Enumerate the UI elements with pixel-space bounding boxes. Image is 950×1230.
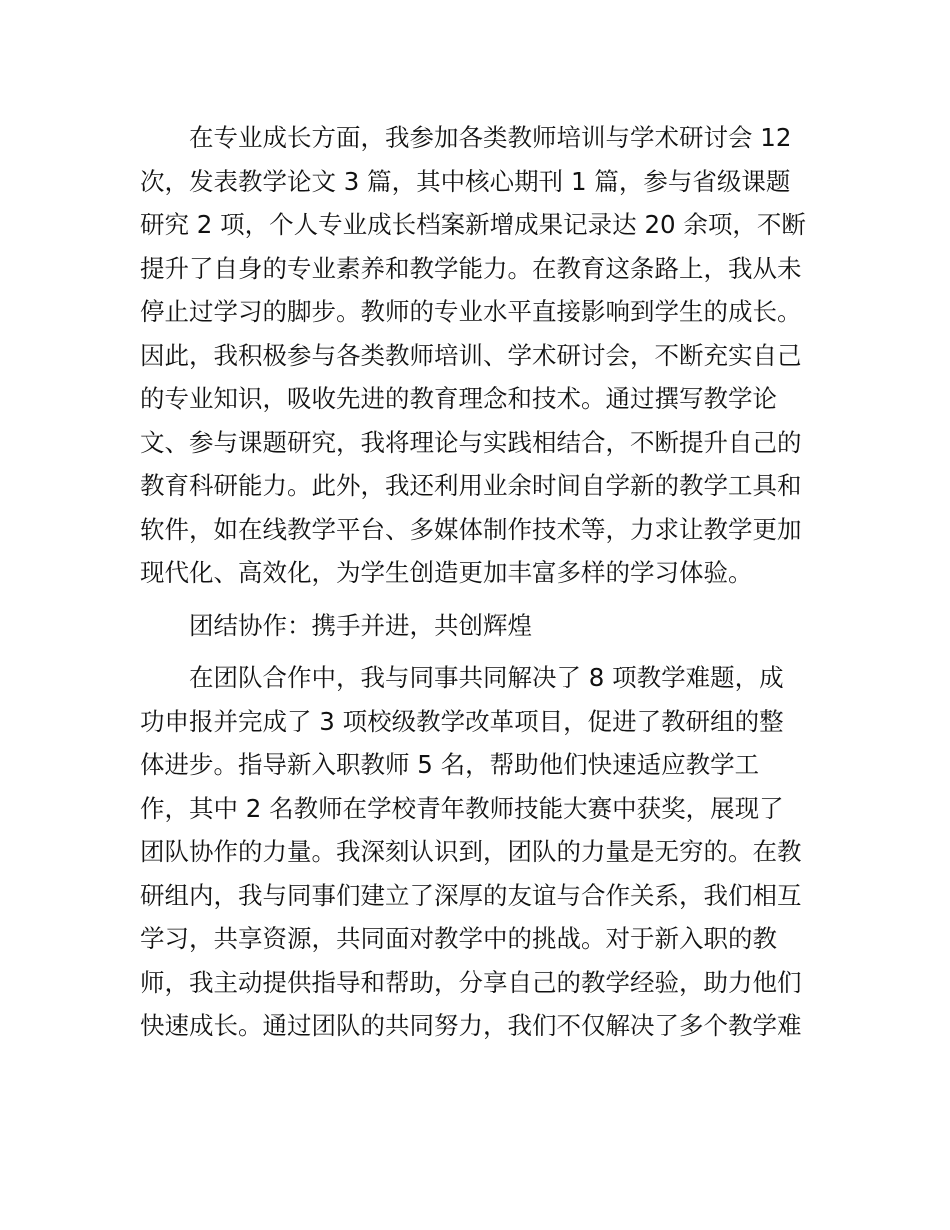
heading-text: 团结协作：携手并进，共创辉煌 (189, 610, 532, 640)
text-line: 师，我主动提供指导和帮助，分享自己的教学经验，助力他们 (140, 967, 802, 997)
text-line: 体进步。指导新入职教师 5 名，帮助他们快速适应教学工 (140, 750, 760, 779)
text-line: 教育科研能力。此外，我还利用业余时间自学新的教学工具和 (140, 471, 802, 500)
text-line: 现代化、高效化，为学生创造更加丰富多样的学习体验。 (140, 558, 753, 587)
text-line: 停止过学习的脚步。教师的专业水平直接影响到学生的成长。 (140, 297, 802, 326)
section-heading (140, 604, 815, 648)
text-line: 快速成长。通过团队的共同努力，我们不仅解决了多个教学难 (140, 1011, 802, 1040)
text-line: 文、参与课题研究，我将理论与实践相结合，不断提升自己的 (140, 427, 802, 457)
text-line: 因此，我积极参与各类教师培训、学术研讨会，不断充实自己 (140, 340, 802, 370)
paragraph-professional-growth (140, 116, 815, 595)
text-line: 在专业成长方面，我参加各类教师培训与学术研讨会 12 (189, 123, 792, 152)
text-line: 次，发表教学论文 3 篇，其中核心期刊 1 篇，参与省级课题 (140, 166, 791, 196)
text-line: 功申报并完成了 3 项校级教学改革项目，促进了教研组的整 (140, 706, 784, 736)
text-line: 研组内，我与同事们建立了深厚的友谊与合作关系，我们相互 (140, 880, 802, 910)
text-line: 团队协作的力量。我深刻认识到，团队的力量是无穷的。在教 (140, 837, 802, 866)
document-body (140, 116, 815, 1048)
text-line: 提升了自身的专业素养和教学能力。在教育这条路上，我从未 (140, 253, 802, 283)
text-line: 学习，共享资源，共同面对教学中的挑战。对于新入职的教 (140, 924, 777, 953)
paragraph-gap (140, 595, 815, 604)
text-line: 研究 2 项，个人专业成长档案新增成果记录达 20 余项，不断 (140, 210, 806, 239)
text-line: 软件，如在线教学平台、多媒体制作技术等，力求让教学更加 (140, 514, 802, 544)
paragraph-teamwork (140, 656, 815, 1048)
paragraph-gap (140, 647, 815, 656)
text-line: 作，其中 2 名教师在学校青年教师技能大赛中获奖，展现了 (140, 793, 784, 823)
text-line: 在团队合作中，我与同事共同解决了 8 项教学难题，成 (189, 663, 784, 692)
text-line: 的专业知识，吸收先进的教育理念和技术。通过撰写教学论 (140, 384, 777, 413)
